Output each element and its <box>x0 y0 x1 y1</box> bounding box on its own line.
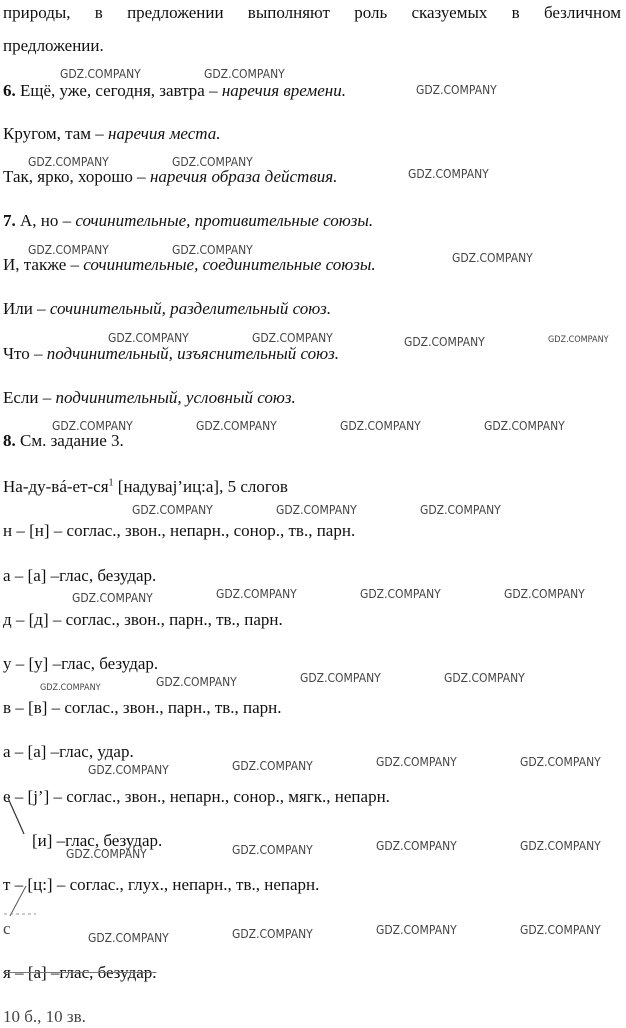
watermark: GDZ.COMPANY <box>108 331 189 345</box>
task-8-line <box>3 430 124 452</box>
italic-term: подчинительный, условный союз. <box>55 388 296 407</box>
sound-analysis-line: а – [а] –глас, удар. <box>3 742 134 761</box>
text-span: Или – <box>3 299 50 318</box>
sound-analysis-line: т – [ц:] – соглас., глух., непарн., тв., непарн. <box>3 875 320 894</box>
bracket-marks <box>0 790 40 930</box>
watermark: GDZ.COMPANY <box>520 923 601 937</box>
watermark: GDZ.COMPANY <box>360 587 441 601</box>
summary-line: 10 б., 10 зв. <box>3 1007 86 1026</box>
text-line <box>3 387 296 409</box>
watermark: GDZ.COMPANY <box>52 419 133 433</box>
sound-analysis-line: у – [у] –глас, безудар. <box>3 654 159 673</box>
watermark: GDZ.COMPANY <box>504 587 585 601</box>
italic-term: наречия места. <box>108 124 221 143</box>
text-line <box>3 123 221 145</box>
watermark: GDZ.COMPANY <box>420 503 501 517</box>
watermark: GDZ.COMPANY <box>60 67 141 81</box>
task-number: 8. <box>3 431 16 450</box>
sound-analysis-line: с <box>3 919 11 938</box>
text-line <box>3 298 331 320</box>
italic-term: сочинительные, соединительные союзы. <box>83 255 376 274</box>
watermark: GDZ.COMPANY <box>252 331 333 345</box>
text-line <box>3 254 376 276</box>
watermark: GDZ.COMPANY <box>172 155 253 169</box>
sound-analysis-line: [и] –глас, безудар. <box>32 831 163 850</box>
text-span: Что – <box>3 344 47 363</box>
watermark: GDZ.COMPANY <box>204 67 285 81</box>
sound-analysis-line: в – [в] – соглас., звон., парн., тв., парн. <box>3 698 282 717</box>
watermark: GDZ.COMPANY <box>404 335 485 349</box>
text-span: Если – <box>3 388 56 407</box>
watermark: GDZ.COMPANY <box>232 759 313 773</box>
bracket-stroke <box>10 886 26 916</box>
text-line <box>3 166 337 188</box>
watermark: GDZ.COMPANY <box>520 839 601 853</box>
italic-term: наречия образа действия. <box>149 167 338 186</box>
text-span: Ещё, уже, сегодня, завтра – <box>15 81 222 100</box>
bracket-stroke <box>8 798 24 834</box>
watermark: GDZ.COMPANY <box>216 587 297 601</box>
task-number: 7. <box>3 211 16 230</box>
analyzed-word: На-ду-вá-ет-ся <box>3 477 109 496</box>
watermark: GDZ.COMPANY <box>444 671 525 685</box>
text-span: И, также – <box>3 255 84 274</box>
watermark: GDZ.COMPANY <box>72 591 153 605</box>
watermark: GDZ.COMPANY <box>548 335 609 345</box>
sound-analysis-line: д – [д] – соглас., звон., парн., тв., парн. <box>3 610 283 629</box>
watermark: GDZ.COMPANY <box>376 923 457 937</box>
watermark: GDZ.COMPANY <box>28 243 109 257</box>
watermark: GDZ.COMPANY <box>376 839 457 853</box>
text-span: Кругом, там – <box>3 124 109 143</box>
watermark: GDZ.COMPANY <box>232 927 313 941</box>
italic-term: подчинительный, изъяснительный союз. <box>46 344 340 363</box>
text-span: См. задание 3. <box>15 431 124 450</box>
watermark: GDZ.COMPANY <box>484 419 565 433</box>
watermark: GDZ.COMPANY <box>452 251 533 265</box>
watermark: GDZ.COMPANY <box>88 931 169 945</box>
task-number: 6. <box>3 81 16 100</box>
italic-term: наречия времени. <box>221 81 346 100</box>
sound-analysis-line: н – [н] – соглас., звон., непарн., сонор., тв., парн. <box>3 521 356 540</box>
watermark: GDZ.COMPANY <box>66 847 147 861</box>
text-span: Так, ярко, хорошо – <box>3 167 150 186</box>
watermark: GDZ.COMPANY <box>196 419 277 433</box>
watermark: GDZ.COMPANY <box>28 155 109 169</box>
watermark: GDZ.COMPANY <box>232 843 313 857</box>
watermark: GDZ.COMPANY <box>276 503 357 517</box>
watermark: GDZ.COMPANY <box>132 503 213 517</box>
text-line: природы, в предложении выполняют роль сказуемых в безличном <box>3 3 621 22</box>
watermark: GDZ.COMPANY <box>172 243 253 257</box>
italic-term: сочинительный, разделительный союз. <box>49 299 332 318</box>
text-line: предложении. <box>3 36 104 55</box>
watermark: GDZ.COMPANY <box>416 83 497 97</box>
sound-analysis-line: а – [а] –глас, безудар. <box>3 566 157 585</box>
watermark: GDZ.COMPANY <box>340 419 421 433</box>
text-span: А, но – <box>15 211 76 230</box>
watermark: GDZ.COMPANY <box>156 675 237 689</box>
footnote-mark: 1 <box>108 477 114 489</box>
sound-analysis-line: е – [j’] – соглас., звон., непарн., сонор., мягк., непарн. <box>3 787 390 806</box>
watermark: GDZ.COMPANY <box>88 763 169 777</box>
watermark: GDZ.COMPANY <box>520 755 601 769</box>
transcription: [надуваj’иц:а], 5 слогов <box>113 477 288 496</box>
task-6-line <box>3 80 346 102</box>
text-line <box>3 343 339 365</box>
watermark: GDZ.COMPANY <box>376 755 457 769</box>
watermark: GDZ.COMPANY <box>300 671 381 685</box>
word-analysis-header <box>3 476 288 498</box>
watermark: GDZ.COMPANY <box>40 683 101 693</box>
italic-term: сочинительные, противительные союзы. <box>75 211 374 230</box>
sound-analysis-line: я – [а] –глас, безудар. <box>3 963 157 982</box>
task-7-line <box>3 210 373 232</box>
watermark: GDZ.COMPANY <box>408 167 489 181</box>
